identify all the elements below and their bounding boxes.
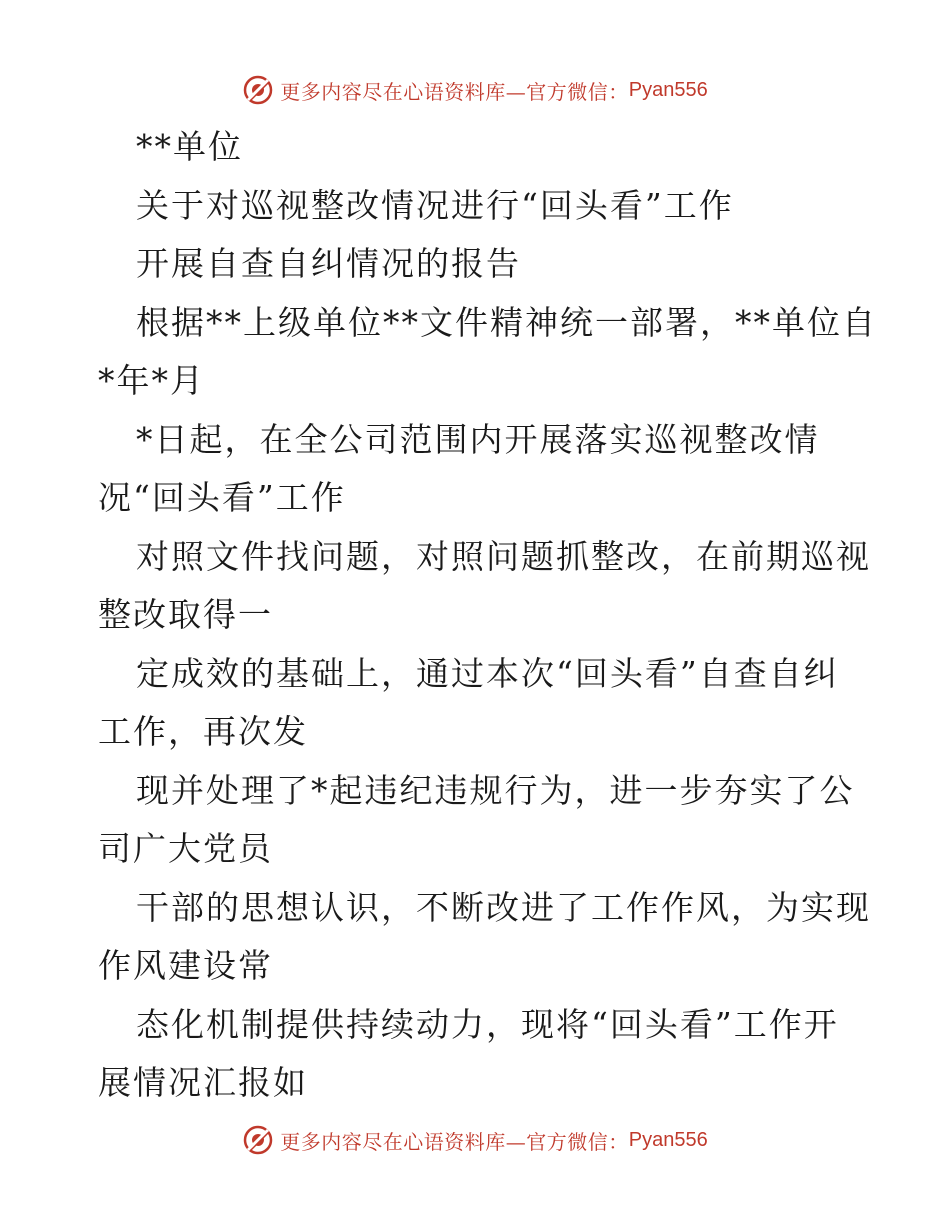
doc-line: 对照文件找问题，对照问题抓整改，在前期巡视 (136, 536, 871, 576)
footer-banner (0, 1120, 950, 1160)
doc-line: 开展自查自纠情况的报告 (136, 244, 521, 283)
doc-line: 展情况汇报如 (98, 1063, 308, 1102)
logo-seal-icon (242, 1124, 274, 1156)
doc-line: 工作，再次发 (98, 712, 308, 751)
doc-line: 作风建设常 (98, 946, 273, 985)
doc-line: 况“回头看”工作 (98, 478, 346, 517)
banner-wechat-id: Pyan556 (628, 1128, 708, 1151)
doc-line: 根据**上级单位**文件精神统一部署，**单位自 (136, 302, 877, 342)
header-banner (0, 70, 950, 110)
doc-line: 司广大党员 (98, 829, 273, 868)
banner-text: 更多内容尽在心语资料库—官方微信： (280, 79, 629, 104)
doc-line: *日起，在全公司范围内开展落实巡视整改情 (136, 419, 820, 459)
banner-text: 更多内容尽在心语资料库—官方微信： (280, 1129, 629, 1154)
doc-line: **单位 (136, 127, 243, 166)
doc-line: 干部的思想认识，不断改进了工作作风，为实现 (136, 887, 871, 927)
banner-wechat-id: Pyan556 (628, 78, 708, 101)
doc-line: *年*月 (98, 361, 205, 400)
doc-line: 整改取得一 (98, 595, 273, 634)
logo-seal-icon (242, 74, 274, 106)
doc-line: 态化机制提供持续动力，现将“回头看”工作开 (136, 1004, 839, 1044)
doc-line: 现并处理了*起违纪违规行为，进一步夯实了公 (136, 770, 855, 810)
doc-line: 定成效的基础上，通过本次“回头看”自查自纠 (136, 653, 839, 693)
document-body (98, 118, 877, 1113)
doc-line: 关于对巡视整改情况进行“回头看”工作 (136, 185, 734, 225)
